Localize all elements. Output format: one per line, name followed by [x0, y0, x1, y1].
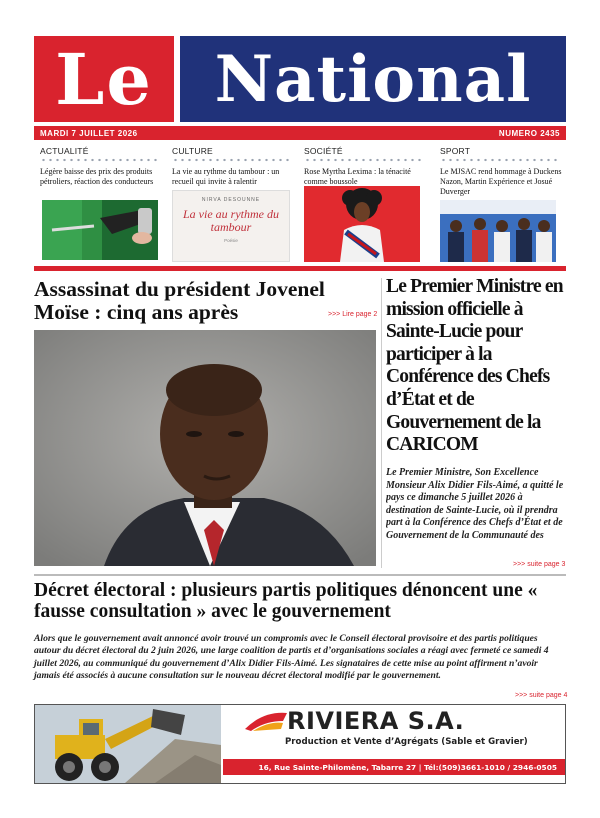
brief-sport[interactable] — [440, 146, 566, 197]
masthead-le-block — [34, 36, 174, 122]
story-divider — [34, 574, 566, 576]
brief-text: Légère baisse des prix des produits pétroliers, réaction des conducteurs — [40, 167, 154, 186]
brief-culture[interactable] — [172, 146, 298, 187]
brief-text: Rose Myrtha Lexima : la ténacité comme boussole — [304, 167, 411, 186]
ad-address: 16, Rue Sainte-Philomène, Tabarre 27 | Tél:(509)3661-1010 / 2946-0505 — [258, 762, 557, 772]
wheel-loader-illustration — [35, 705, 221, 783]
brief-category: SPORT — [440, 146, 471, 156]
ad-tagline: Production et Vente d’Agrégats (Sable et Gravier) — [285, 737, 528, 747]
brief-text: La vie au rythme du tambour : un recueil qui invite à ralentir — [172, 167, 280, 186]
brief-category: CULTURE — [172, 146, 213, 156]
right-story-continue-link[interactable]: >>> suite page 3 — [513, 561, 566, 568]
book-title: La vie au rythme du tambour — [183, 207, 279, 234]
loader-photo — [35, 705, 221, 783]
second-headline[interactable]: Décret électoral : plusieurs partis politiques dénoncent une « fausse consultation » avec le gouvernement — [34, 580, 538, 622]
fuel-pump-illustration — [42, 200, 158, 260]
portrait-lead-illustration — [34, 330, 376, 566]
dateline-bar — [34, 126, 566, 140]
portrait-illustration — [304, 186, 420, 262]
lead-photo — [34, 330, 376, 566]
sport-ceremony-photo — [440, 200, 556, 262]
ad-address-bar — [223, 759, 565, 775]
book-genre: Poésie — [224, 238, 238, 243]
lead-read-more-link[interactable]: >>> Lire page 2 — [328, 311, 378, 318]
second-story-continue-link[interactable]: >>> suite page 4 — [515, 692, 568, 699]
dotted-divider — [172, 158, 290, 162]
dotted-divider — [40, 158, 158, 162]
dotted-divider — [440, 158, 558, 162]
masthead-le: Le — [55, 37, 153, 121]
ceremony-illustration — [440, 200, 556, 262]
section-divider — [34, 266, 566, 271]
riviera-advertisement[interactable] — [34, 704, 566, 784]
fuel-pump-photo — [42, 200, 158, 260]
brief-category: SOCIÉTÉ — [304, 146, 343, 156]
right-story-body: Le Premier Ministre, Son Excellence Monsieur Alix Didier Fils-Aimé, a quitté le pays ce dimanche 5 juillet 2026 à destination de Sainte-Lucie, où il prendra part à la Conférence des Chefs d’État et de Gouvernement de la Communauté des — [386, 467, 564, 541]
lead-headline[interactable]: Assassinat du président Jovenel Moïse : cinq ans après — [34, 277, 325, 324]
second-story-body: Alors que le gouvernement avait annoncé avoir trouvé un compromis avec le Conseil électoral provisoire et des partis politiques autour du décret électoral du 2 juin 2026, une large coalition de partis et d’organisations sociales a réagi avec fermeté ce samedi 4 juillet 2026, au communiqué du gouvernement d’Alix Didier Fils-Aimé. Les signataires de cette mise au point affirment n’avoir jamais été associés à aucune consultation sur le nouveau décret électoral modifié par le gouvernement. — [34, 633, 549, 682]
dotted-divider — [304, 158, 422, 162]
book-cover — [172, 190, 290, 262]
right-headline[interactable]: Le Premier Ministre en mission officielle à Sainte-Lucie pour participer à la Conférence des Chefs d’État et de Gouvernement de la CARICOM — [386, 276, 563, 456]
column-divider — [381, 278, 382, 568]
book-author: NIRVA DESOUNNE — [201, 197, 261, 203]
brief-actualite[interactable] — [40, 146, 166, 187]
issue-number: NUMERO 2435 — [498, 128, 560, 138]
brief-societe[interactable] — [304, 146, 430, 187]
masthead-national: National — [214, 41, 532, 117]
brief-text: Le MJSAC rend hommage à Duckens Nazon, Martin Expérience et Josué Duverger — [440, 167, 562, 196]
brief-category: ACTUALITÉ — [40, 146, 89, 156]
masthead-national-block — [180, 36, 566, 122]
portrait-photo — [304, 186, 420, 262]
masthead — [34, 36, 566, 122]
issue-date: MARDI 7 JUILLET 2026 — [40, 128, 138, 138]
ad-brand-name: RIVIERA S.A. — [287, 707, 465, 735]
